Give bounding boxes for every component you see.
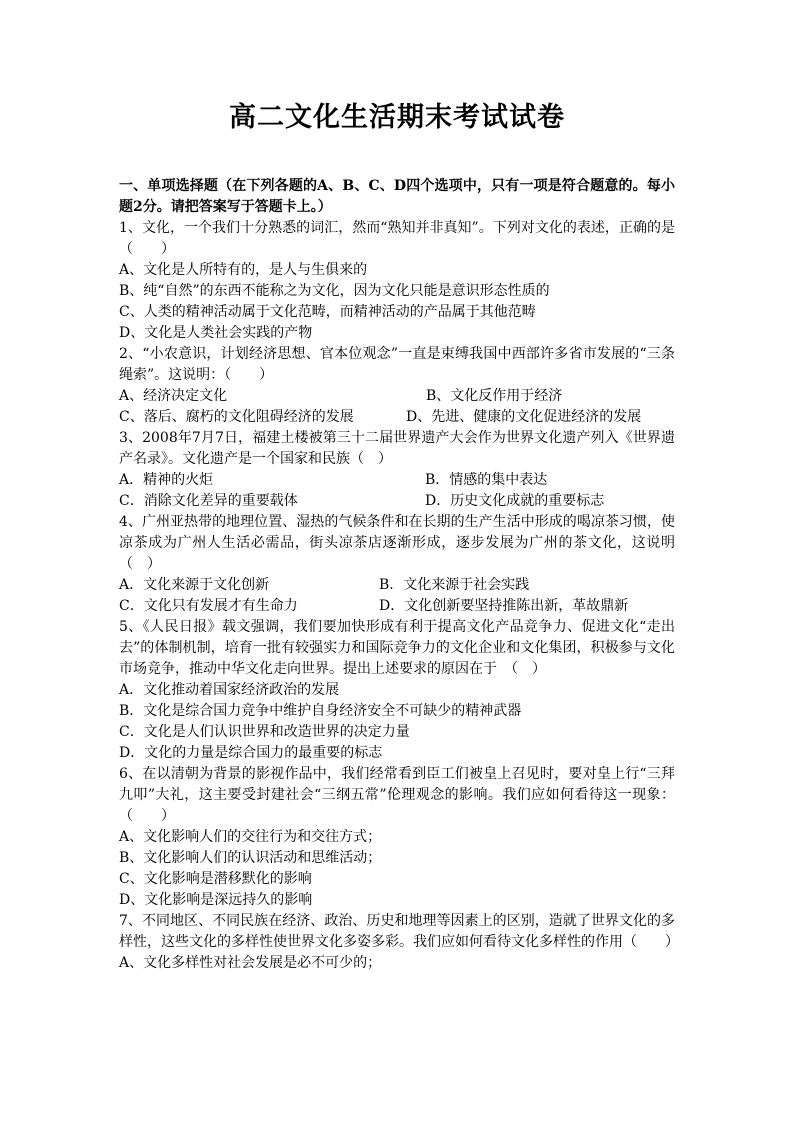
question-7 [119, 911, 679, 974]
option-b: B．情感的集中表达 [425, 472, 548, 488]
option-a: A．精神的火炬 [119, 472, 214, 488]
option-d: D、文化是人类社会实践的产物 [119, 325, 313, 341]
question-5 [119, 617, 675, 764]
question-stem: 2、“小农意识，计划经济思想、官本位观念”一直是束缚我国中西部许多省市发展的“三条绳索”。这说明：（ ） [119, 346, 675, 383]
option-c: C、人类的精神活动属于文化范畴，而精神活动的产品属于其他范畴 [119, 304, 536, 320]
option-a: A、文化是人所特有的，是人与生俱来的 [119, 262, 368, 278]
question-stem: 3、2008年7月7日，福建土楼被第三十二届世界遗产大会作为世界文化遗产列入《世界遗产名录》。文化遗产是一个国家和民族（ ） [119, 430, 675, 467]
section-header: 一、单项选择题（在下列各题的A、B、C、D四个选项中，只有一项是符合题意的。每小题2分。请把答案写于答题卡上。） [119, 178, 675, 215]
option-d: D．文化的力量是综合国力的最重要的标志 [119, 745, 383, 761]
option-a: A、文化多样性对社会发展是必不可少的； [119, 955, 382, 971]
option-b: B、文化影响人们的认识活动和思维活动； [119, 850, 382, 866]
option-c: C．消除文化差异的重要载体 [119, 493, 298, 509]
option-row [119, 386, 675, 407]
option-b: B．文化来源于社会实践 [379, 577, 530, 593]
question-4 [119, 512, 675, 617]
option-row [119, 596, 675, 617]
option-b: B．文化是综合国力竞争中维护自身经济安全不可缺少的精神武器 [119, 703, 522, 719]
option-c: C、落后、腐朽的文化阻碍经济的发展 [119, 409, 354, 425]
question-3 [119, 428, 675, 512]
option-row [119, 407, 675, 428]
option-row [119, 491, 675, 512]
option-a: A．文化推动着国家经济政治的发展 [119, 682, 340, 698]
page-title: 高二文化生活期末考试试卷 [229, 102, 565, 133]
option-a: A．文化来源于文化创新 [119, 577, 270, 593]
question-stem: 7、不同地区、不同民族在经济、政治、历史和地理等因素上的区别，造就了世界文化的多样性，这些文化的多样性使世界文化多姿多彩。我们应如何看待文化多样性的作用（ ） [119, 913, 679, 950]
option-d: D．文化创新要坚持推陈出新，革故鼎新 [379, 598, 629, 614]
question-stem: 4、广州亚热带的地理位置、湿热的气候条件和在长期的生产生活中形成的喝凉茶习惯，使凉茶成为广州人生活必需品，街头凉茶店逐渐形成，逐步发展为广州的茶文化，这说明（ ） [119, 514, 675, 572]
option-row [119, 470, 675, 491]
option-b: B、文化反作用于经济 [426, 388, 563, 404]
question-stem: 1、文化，一个我们十分熟悉的词汇，然而“熟知并非真知”。下列对文化的表述，正确的是（ ） [119, 220, 675, 257]
option-row [119, 575, 675, 596]
option-a: A、文化影响人们的交往行为和交往方式； [119, 829, 382, 845]
option-d: D．历史文化成就的重要标志 [425, 493, 605, 509]
question-stem: 6、在以清朝为背景的影视作品中，我们经常看到臣工们被皇上召见时，要对皇上行“三拜九叩”大礼，这主要受封建社会“三纲五常”伦理观念的影响。我们应如何看待这一现象：（ ） [119, 766, 675, 824]
option-c: C、文化影响是潜移默化的影响 [119, 871, 312, 887]
option-c: C．文化是人们认识世界和改造世界的决定力量 [119, 724, 410, 740]
question-2 [119, 344, 675, 428]
exam-content [119, 176, 679, 974]
option-d: D、先进、健康的文化促进经济的发展 [406, 409, 642, 425]
option-b: B、纯“自然”的东西不能称之为文化，因为文化只能是意识形态性质的 [119, 283, 550, 299]
question-1 [119, 218, 675, 344]
option-d: D、文化影响是深远持久的影响 [119, 892, 313, 908]
option-c: C．文化只有发展才有生命力 [119, 598, 298, 614]
option-a: A、经济决定文化 [119, 388, 228, 404]
question-stem: 5、《人民日报》载文强调，我们要加快形成有利于提高文化产品竞争力、促进文化“走出去”的体制机制，培育一批有较强实力和国际竞争力的文化企业和文化集团，积极参与文化市场竞争，推动中华文化走向世界。提出上述要求的原因在于 （ ） [119, 619, 675, 677]
question-6 [119, 764, 675, 911]
